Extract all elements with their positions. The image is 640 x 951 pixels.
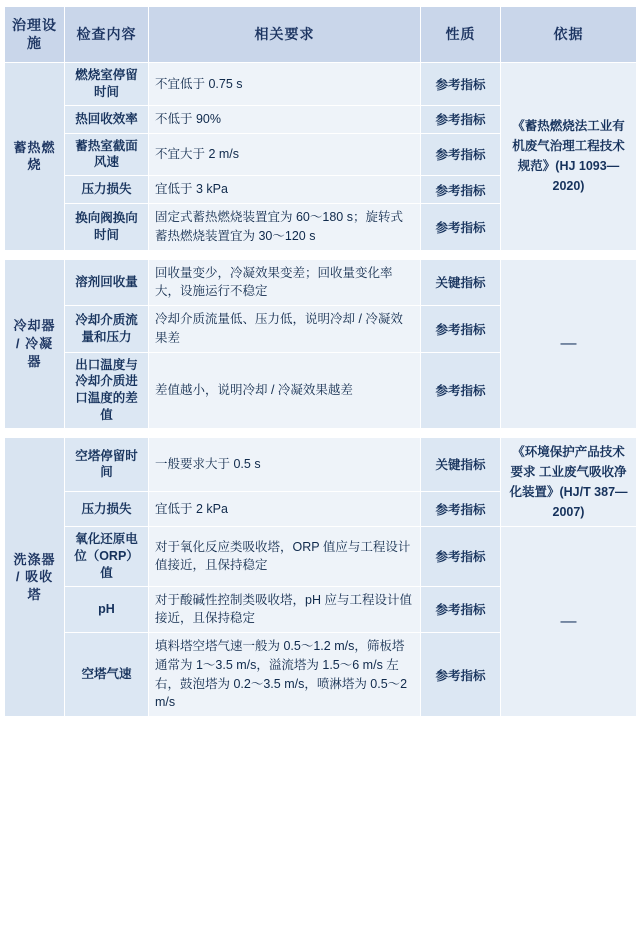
- table-header: [5, 7, 637, 63]
- nature-cell: 参考指标: [421, 586, 501, 633]
- table-row: [5, 438, 637, 492]
- column-header-facility: 治理设施: [5, 7, 65, 63]
- column-header-nature: 性质: [421, 7, 501, 63]
- column-header-item: 检查内容: [65, 7, 149, 63]
- item-cell: 出口温度与冷却介质进口温度的差值: [65, 352, 149, 429]
- nature-cell: 参考指标: [421, 527, 501, 587]
- item-cell: 氧化还原电位（ORP）值: [65, 527, 149, 587]
- basis-cell-group3b: —: [501, 527, 637, 717]
- group-separator: [5, 429, 637, 438]
- requirement-cell: 不宜低于 0.75 s: [149, 63, 421, 106]
- requirement-cell: 冷却介质流量低、压力低，说明冷却 / 冷凝效果差: [149, 306, 421, 353]
- item-cell: 蓄热室截面风速: [65, 133, 149, 176]
- requirement-cell: 宜低于 2 kPa: [149, 491, 421, 526]
- basis-cell-group3a: 《环境保护产品技术要求 工业废气吸收净化装置》(HJ/T 387—2007): [501, 438, 637, 527]
- item-cell: 空塔气速: [65, 633, 149, 717]
- requirement-cell: 宜低于 3 kPa: [149, 176, 421, 204]
- requirement-cell: 差值越小，说明冷却 / 冷凝效果越差: [149, 352, 421, 429]
- requirement-cell: 对于氧化反应类吸收塔，ORP 值应与工程设计值接近，且保持稳定: [149, 527, 421, 587]
- requirement-cell: 对于酸碱性控制类吸收塔，pH 应与工程设计值接近，且保持稳定: [149, 586, 421, 633]
- inspection-requirements-table: [4, 6, 637, 717]
- nature-cell: 关键指标: [421, 259, 501, 306]
- nature-cell: 参考指标: [421, 133, 501, 176]
- requirement-cell: 回收量变少，冷凝效果变差；回收量变化率大，设施运行不稳定: [149, 259, 421, 306]
- nature-cell: 参考指标: [421, 352, 501, 429]
- item-cell: 空塔停留时间: [65, 438, 149, 492]
- table-row: [5, 259, 637, 306]
- table-body: [5, 63, 637, 717]
- nature-cell: 参考指标: [421, 204, 501, 251]
- nature-cell: 参考指标: [421, 491, 501, 526]
- table-row: [5, 527, 637, 587]
- facility-cell-group2: 冷却器 / 冷凝器: [5, 259, 65, 429]
- column-header-basis: 依据: [501, 7, 637, 63]
- nature-cell: 参考指标: [421, 633, 501, 717]
- requirement-cell: 固定式蓄热燃烧装置宜为 60～180 s；旋转式蓄热燃烧装置宜为 30～120 s: [149, 204, 421, 251]
- item-cell: 冷却介质流量和压力: [65, 306, 149, 353]
- item-cell: 热回收效率: [65, 105, 149, 133]
- item-cell: 压力损失: [65, 176, 149, 204]
- basis-cell-group2: —: [501, 259, 637, 429]
- group-separator: [5, 250, 637, 259]
- nature-cell: 参考指标: [421, 306, 501, 353]
- table-row: [5, 63, 637, 106]
- column-header-requirement: 相关要求: [149, 7, 421, 63]
- nature-cell: 参考指标: [421, 176, 501, 204]
- nature-cell: 参考指标: [421, 63, 501, 106]
- facility-cell-group3: 洗涤器 / 吸收塔: [5, 438, 65, 717]
- item-cell: 换向阀换向时间: [65, 204, 149, 251]
- item-cell: pH: [65, 586, 149, 633]
- item-cell: 压力损失: [65, 491, 149, 526]
- header-row: [5, 7, 637, 63]
- facility-cell-group1: 蓄热燃烧: [5, 63, 65, 251]
- requirement-cell: 填料塔空塔气速一般为 0.5～1.2 m/s，筛板塔通常为 1～3.5 m/s，溢流塔为 1.5～6 m/s 左右，鼓泡塔为 0.2～3.5 m/s，喷淋塔为 0.5～2 m/s: [149, 633, 421, 717]
- nature-cell: 关键指标: [421, 438, 501, 492]
- requirement-cell: 不低于 90%: [149, 105, 421, 133]
- nature-cell: 参考指标: [421, 105, 501, 133]
- item-cell: 燃烧室停留时间: [65, 63, 149, 106]
- requirement-cell: 一般要求大于 0.5 s: [149, 438, 421, 492]
- basis-cell-group1: 《蓄热燃烧法工业有机废气治理工程技术规范》(HJ 1093—2020): [501, 63, 637, 251]
- item-cell: 溶剂回收量: [65, 259, 149, 306]
- requirement-cell: 不宜大于 2 m/s: [149, 133, 421, 176]
